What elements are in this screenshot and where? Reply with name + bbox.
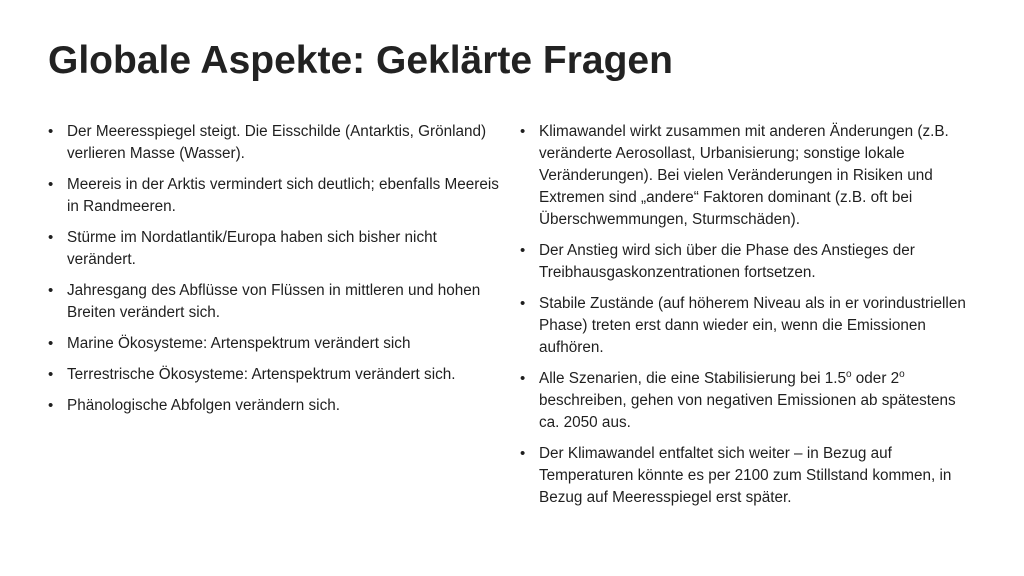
scenario-text-3: beschreiben, gehen von negativen Emissionen ab spätestens ca. 2050 aus.	[539, 392, 956, 431]
bullet-item: • Der Klimawandel entfaltet sich weiter – in Bezug auf Temperaturen könnte es per 2100 zum Stillstand kommen, in Bezug auf Meeresspiegel erst später.	[520, 443, 980, 509]
bullet-item: • Der Meeresspiegel steigt. Die Eisschilde (Antarktis, Grönland) verlieren Masse (Wasser).	[48, 121, 508, 165]
bullet-item: • Meereis in der Arktis vermindert sich deutlich; ebenfalls Meereis in Randmeeren.	[48, 174, 508, 218]
bullet-item: • Klimawandel wirkt zusammen mit anderen Änderungen (z.B. veränderte Aerosollast, Urbanisierung; sonstige lokale Veränderungen). Bei vielen Veränderungen in Risiken und Extremen sind „andere“ Faktoren dominant (z.B. oft bei Überschwemmungen, Sturmschäden).	[520, 121, 980, 231]
slide-title: Globale Aspekte: Geklärte Fragen	[48, 39, 673, 82]
bullet-item: • Terrestrische Ökosysteme: Artenspektrum verändert sich.	[48, 364, 508, 386]
scenario-bullet-item	[520, 368, 980, 434]
right-bullet-list	[520, 121, 980, 518]
degree-superscript: o	[845, 368, 852, 380]
bullet-item: • Stürme im Nordatlantik/Europa haben sich bisher nicht verändert.	[48, 227, 508, 271]
degree-superscript: o	[899, 368, 905, 380]
bullet-item: • Stabile Zustände (auf höherem Niveau als in er vorindustriellen Phase) treten erst dann wieder ein, wenn die Emissionen aufhören.	[520, 293, 980, 359]
bullet-item: • Phänologische Abfolgen verändern sich.	[48, 395, 508, 417]
bullet-item: • Marine Ökosysteme: Artenspektrum verändert sich	[48, 333, 508, 355]
bullet-item: • Der Anstieg wird sich über die Phase des Anstieges der Treibhausgaskonzentrationen fortsetzen.	[520, 240, 980, 284]
left-bullet-list	[48, 121, 508, 426]
bullet-item: • Jahresgang des Abflüsse von Flüssen in mittleren und hohen Breiten verändert sich.	[48, 280, 508, 324]
scenario-text-2: oder 2	[851, 370, 900, 387]
scenario-text-1: Alle Szenarien, die eine Stabilisierung bei 1.5	[539, 370, 846, 387]
